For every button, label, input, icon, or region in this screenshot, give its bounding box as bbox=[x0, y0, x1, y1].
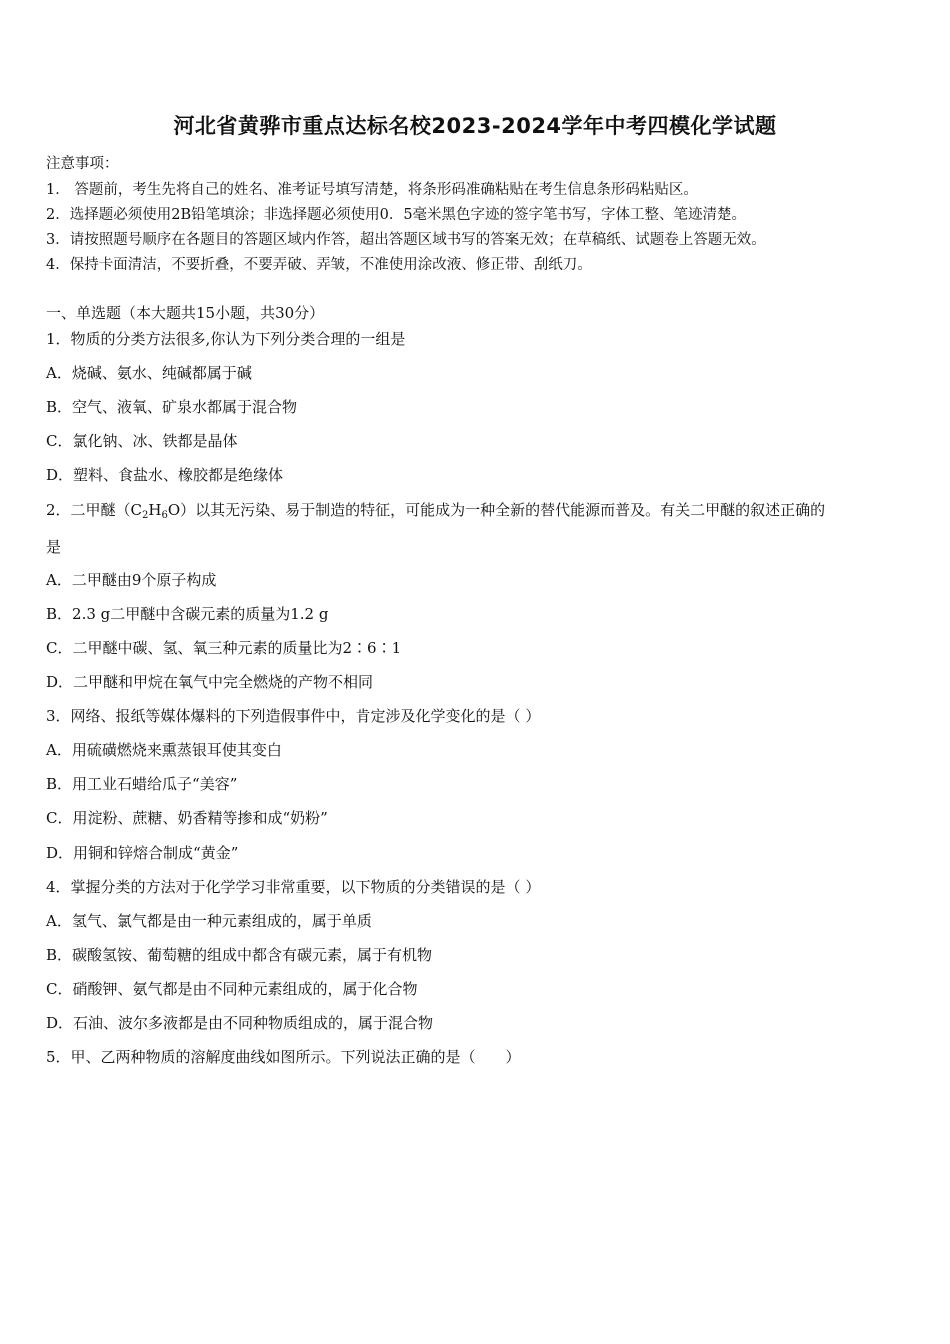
q2-option-c: C．二甲醚中碳、氢、氧三种元素的质量比为2∶6∶1 bbox=[46, 639, 402, 657]
q2-option-d: D．二甲醚和甲烷在氧气中完全燃烧的产物不相同 bbox=[46, 673, 374, 691]
notice-heading: 注意事项： bbox=[46, 156, 119, 172]
q2-stem-part: O）以其无污染、易于制造的特征，可能成为一种全新的替代能源而普及。有关二甲醚的叙述正确的 bbox=[167, 501, 826, 519]
page-title: 河北省黄骅市重点达标名校2023-2024学年中考四模化学试题 bbox=[173, 114, 777, 138]
q3-option-d: D．用铜和锌熔合制成“黄金” bbox=[46, 844, 239, 862]
q4-option-b: B．碳酸氢铵、葡萄糖的组成中都含有碳元素，属于有机物 bbox=[46, 946, 433, 964]
question-3-stem: 3．网络、报纸等媒体爆料的下列造假事件中，肯定涉及化学变化的是（ ） bbox=[46, 707, 541, 725]
formula-subscript: 2 bbox=[142, 510, 149, 521]
q2-option-b: B．2.3 g二甲醚中含碳元素的质量为1.2 g bbox=[46, 605, 329, 623]
notice-item: 3．请按照题号顺序在各题目的答题区域内作答，超出答题区域书写的答案无效；在草稿纸、试题卷上答题无效。 bbox=[46, 232, 766, 248]
q1-option-d: D．塑料、食盐水、橡胶都是绝缘体 bbox=[46, 466, 284, 484]
formula-subscript: 6 bbox=[161, 510, 168, 521]
q1-option-c: C．氯化钠、冰、铁都是晶体 bbox=[46, 432, 238, 450]
question-1-stem: 1．物质的分类方法很多,你认为下列分类合理的一组是 bbox=[46, 330, 406, 348]
q3-option-b: B．用工业石蜡给瓜子“美容” bbox=[46, 775, 238, 793]
q3-option-a: A．用硫磺燃烧来熏蒸银耳使其变白 bbox=[46, 741, 282, 759]
q2-stem-part: 2．二甲醚（C bbox=[46, 501, 143, 519]
notice-item: 4．保持卡面清洁，不要折叠，不要弄破、弄皱，不准使用涂改液、修正带、刮纸刀。 bbox=[46, 257, 592, 273]
question-2-stem-continued: 是 bbox=[46, 538, 62, 556]
section-heading: 一、单选题（本大题共15小题，共30分） bbox=[46, 304, 325, 322]
q1-option-b: B．空气、液氧、矿泉水都属于混合物 bbox=[46, 398, 298, 416]
q4-option-a: A．氢气、氯气都是由一种元素组成的，属于单质 bbox=[46, 912, 372, 930]
question-4-stem: 4．掌握分类的方法对于化学学习非常重要，以下物质的分类错误的是（ ） bbox=[46, 878, 541, 896]
q4-option-d: D．石油、波尔多液都是由不同种物质组成的，属于混合物 bbox=[46, 1014, 434, 1032]
q2-stem-part: H bbox=[148, 501, 162, 519]
notice-item: 2．选择题必须使用2B铅笔填涂；非选择题必须使用0．5毫米黑色字迹的签字笔书写，字体工整、笔迹清楚。 bbox=[46, 207, 747, 223]
q4-option-c: C．硝酸钾、氨气都是由不同种元素组成的，属于化合物 bbox=[46, 980, 418, 998]
notice-item: 1． 答题前，考生先将自己的姓名、准考证号填写清楚，将条形码准确粘贴在考生信息条形码粘贴区。 bbox=[46, 182, 698, 198]
q3-option-c: C．用淀粉、蔗糖、奶香精等掺和成“奶粉” bbox=[46, 809, 328, 827]
question-2-stem bbox=[46, 499, 825, 521]
question-5-stem: 5．甲、乙两种物质的溶解度曲线如图所示。下列说法正确的是（ ） bbox=[46, 1048, 521, 1066]
q2-option-a: A．二甲醚由9个原子构成 bbox=[46, 571, 217, 589]
q1-option-a: A．烧碱、氨水、纯碱都属于碱 bbox=[46, 364, 252, 382]
